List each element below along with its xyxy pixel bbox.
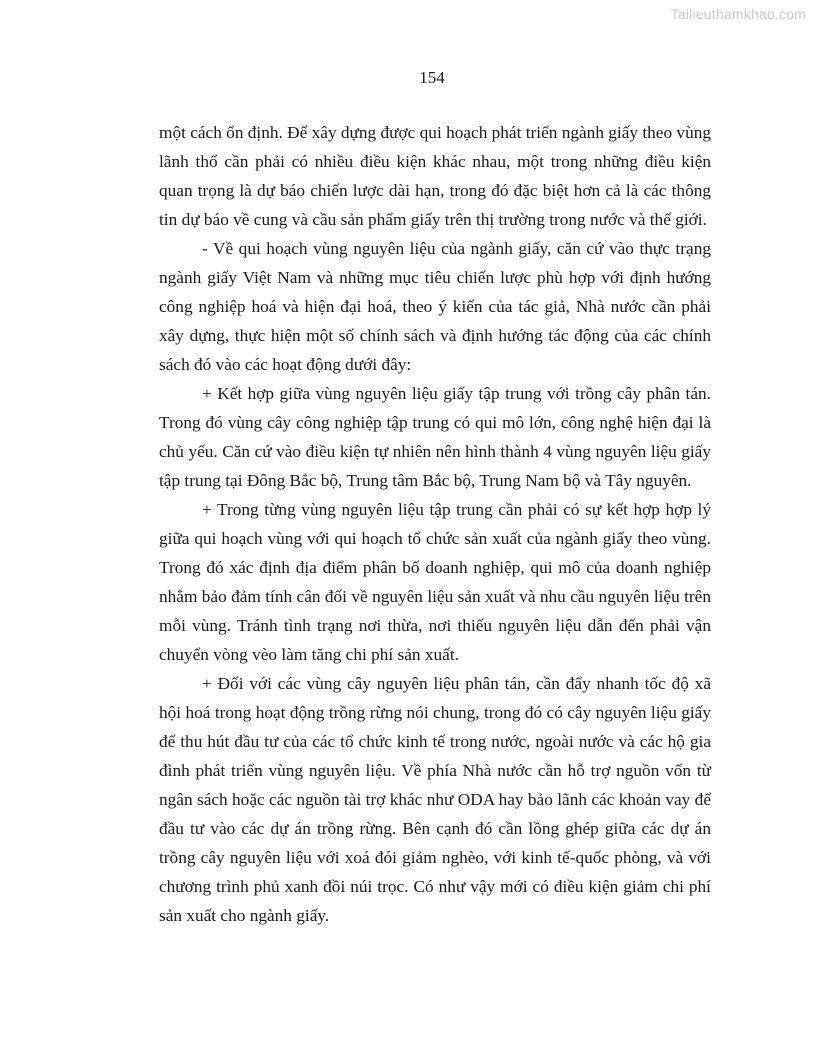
paragraph-scattered-areas: + Đối với các vùng cây nguyên liệu phân tán, cần đẩy nhanh tốc độ xã hội hoá trong hoạt động trồng rừng nói chung, trong đó có cây nguyên liệu giấy để thu hút đầu tư của các tổ chức kinh tế trong nước, ngoài nước và các hộ gia đình phát triển vùng nguyên liệu. Về phía Nhà nước cần hỗ trợ nguồn vốn từ ngân sách hoặc các nguồn tài trợ khác như ODA hay bảo lãnh các khoản vay để đầu tư vào các dự án trồng rừng. Bên cạnh đó cần lồng ghép giữa các dự án trồng cây nguyên liệu với xoá đói giảm nghèo, với kinh tế-quốc phòng, và với chương trình phủ xanh đồi núi trọc. Có như vậy mới có điều kiện giảm chi phí sản xuất cho ngành giấy. <box>159 674 711 925</box>
paragraph-concentrated-scattered: + Kết hợp giữa vùng nguyên liệu giấy tập trung với trồng cây phân tán. Trong đó vùng cây công nghiệp tập trung có qui mô lớn, công nghệ hiện đại là chủ yếu. Căn cứ vào điều kiện tự nhiên nên hình thành 4 vùng nguyên liệu giấy tập trung tại Đông Bắc bộ, Trung tâm Bắc bộ, Trung Nam bộ và Tây nguyên. <box>159 384 711 490</box>
document-body <box>159 118 711 930</box>
paragraph-regional-coordination: + Trong từng vùng nguyên liệu tập trung cần phải có sự kết hợp hợp lý giữa qui hoạch vùng với qui hoạch tổ chức sản xuất của ngành giấy theo vùng. Trong đó xác định địa điểm phân bố doanh nghiệp, qui mô của doanh nghiệp nhằm bảo đảm tính cân đối về nguyên liệu sản xuất và nhu cầu nguyên liệu trên mỗi vùng. Tránh tình trạng nơi thừa, nơi thiếu nguyên liệu dẫn đến phải vận chuyển vòng vèo làm tăng chi phí sản xuất. <box>159 500 711 664</box>
watermark: Tailieuthamkhao.com <box>670 6 806 22</box>
page-number: 154 <box>419 68 445 87</box>
paragraph-raw-material-planning: - Về qui hoạch vùng nguyên liệu của ngành giấy, căn cứ vào thực trạng ngành giấy Việt Nam và những mục tiêu chiến lược phù hợp với định hướng công nghiệp hoá và hiện đại hoá, theo ý kiến của tác giả, Nhà nước cần phải xây dựng, thực hiện một số chính sách và định hướng tác động của các chính sách đó vào các hoạt động dưới đây: <box>159 239 711 374</box>
paragraph-continuation: một cách ổn định. Để xây dựng được qui hoạch phát triển ngành giấy theo vùng lãnh thổ cần phải có nhiều điều kiện khác nhau, một trong những điều kiện quan trọng là dự báo chiến lược dài hạn, trong đó đặc biệt hơn cả là các thông tin dự báo về cung và cầu sản phẩm giấy trên thị trường trong nước và thế giới. <box>159 123 711 229</box>
